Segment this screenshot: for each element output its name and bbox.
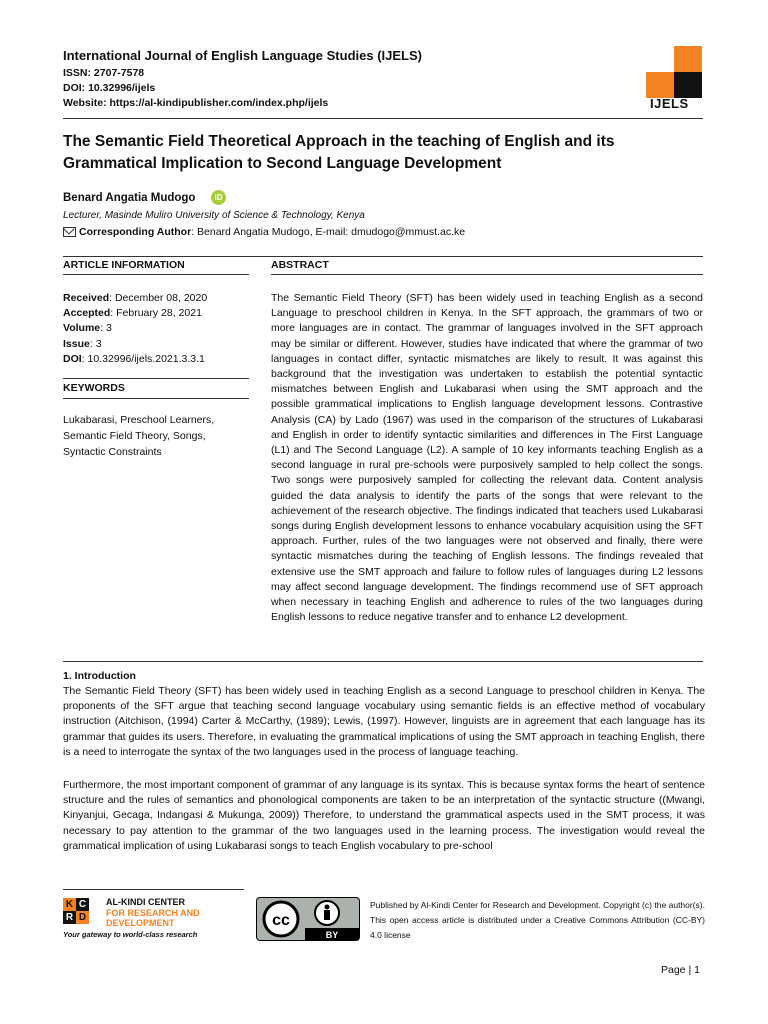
intro-paragraph-1: The Semantic Field Theory (SFT) has been widely used in teaching English as a second Language to preschool children in Kenya. The proponents of the SFT argue that teaching second language vocabulary using semantic fields is an effective method of vocabulary instruction (Aitchison, (1994) Carter & McCarthy, (1989); Lewis, (1997). However, linguists are in agreement that each language has its grammar that guides its users. Therefore, in evaluating the grammatical implications of using the SMT approach in teaching English, there is a need to interrogate the syntax of the two languages used in the process of language teaching.: [63, 685, 705, 758]
keywords-heading: KEYWORDS: [63, 382, 125, 394]
journal-title: International Journal of English Language Studies (IJELS): [63, 48, 422, 63]
mail-icon: [63, 227, 76, 237]
abstract-rule: [271, 274, 703, 275]
org-name-line2: FOR RESEARCH AND DEVELOPMENT: [106, 908, 200, 928]
keywords-rule: [63, 398, 249, 399]
publisher-note: Published by Al-Kindi Center for Research and Development. Copyright (c) the author(s). This open access article is distributed under a Creative Commons Attribution (CC-BY) 4.0 license: [370, 900, 705, 940]
svg-text:cc: cc: [272, 912, 290, 929]
author-affiliation: Lecturer, Masinde Muliro University of Science & Technology, Kenya: [63, 210, 365, 221]
journal-website[interactable]: Website: https://al-kindipublisher.com/index.php/ijels: [63, 97, 329, 109]
orcid-icon[interactable]: iD: [211, 190, 226, 205]
kcrd-logo: K C R D: [63, 898, 101, 926]
keywords-text: Lukabarasi, Preschool Learners, Semantic Field Theory, Songs, Syntactic Constraints: [63, 414, 215, 458]
info-top-rule: [63, 256, 703, 257]
abstract-bottom-rule: [63, 661, 703, 662]
org-name-line1: AL-KINDI CENTER: [106, 897, 185, 907]
issn: ISSN: 2707-7578: [63, 67, 145, 79]
article-info: Received: December 08, 2020 Accepted: February 28, 2021 Volume: 3 Issue: 3 DOI: 10.32996/ijels.2021.3.3.1: [63, 292, 208, 365]
paper-title: The Semantic Field Theoretical Approach in the teaching of English and its Grammatical Implication to Second Language Development: [63, 133, 615, 172]
by-label: BY: [325, 930, 339, 940]
header-divider: [63, 118, 703, 119]
corr-label: Corresponding Author: [79, 226, 192, 238]
intro-heading: 1. Introduction: [63, 670, 136, 682]
cc-by-badge[interactable]: [256, 897, 360, 941]
article-info-heading: ARTICLE INFORMATION: [63, 259, 185, 271]
abstract-heading: ABSTRACT: [271, 259, 329, 271]
info-rule: [63, 274, 249, 275]
journal-doi: DOI: 10.32996/ijels: [63, 82, 156, 94]
ijels-logo-text: IJELS: [650, 96, 689, 111]
org-tagline: Your gateway to world-class research: [63, 930, 198, 939]
cc-icon: [257, 898, 359, 940]
author-name: Benard Angatia Mudogo: [63, 192, 196, 204]
corresponding-author: [63, 226, 465, 238]
page-number: Page | 1: [661, 964, 700, 976]
intro-paragraph-2: Furthermore, the most important component of grammar of any language is its syntax. This is because syntax forms the heart of sentence structure and the rules of semantics and phonological components are taken to be an interpretation of the syntactic structure ((Mwangi, Kinyanjui, Gecaga, Indangasi & Mukunga, 2009)) Therefore, to understand the grammatical aspects used in the SMT process, it was necessary to pay attention to the grammar of the two languages used in the learning process. The investigation would reveal the grammatical implication of using Lukabarasi songs to teach English vocabulary to pre-school: [63, 779, 705, 852]
abstract-text: The Semantic Field Theory (SFT) has been widely used in teaching English as a second Language to preschool children in Kenya. In the SFT approach, the grammars of two or more languages are in contact. The grammar of languages involved in the SFT approach may be similar or different. However, studies have indicated that where the grammar of two languages in contact differ, syntactic mismatches are likely to result. It was against this background that the investigation was undertaken to establish the potential syntactic mismatches between English and Lukabarasi when using the SMT approach and the possible grammatical implications to English language development lessons. Contrastive Analysis (CA) by Lado (1967) was used in the comparison of the structures of Lukabarasi and English in order to identify syntactic similarities and differences in The First Language (L1) and The Second Language (L2). A sample of 10 key informants teaching English as a second language in rural pre-schools were purposively sampled to help collect the songs. Two songs were purposively sampled for collecting the relevant data. Content analysis guided the data analysis to identify the parts of the songs that were relevant to the achievement of the research objective. The findings indicated that teachers used Lukabarasi songs during English development lessons to enhance vocabulary acquisition using the SFT approach. Further, rules of the two languages were not observed and finally, there were syntactic mismatches during the teaching of English lessons. The findings revealed that extensive use the SMT approach and failure to follow rules of languages during L2 lessons may affect second language development. The findings recommend use of SFT approach when necessary in teaching English and adherence to rules of the two languages during English lessons to reduce negative transfer and to enhance L2 development.: [271, 292, 703, 624]
footer-rule: [63, 889, 244, 890]
corr-text: : Benard Angatia Mudogo, E-mail: dmudogo@mmust.ac.ke: [191, 226, 466, 238]
keywords-top-rule: [63, 378, 249, 379]
